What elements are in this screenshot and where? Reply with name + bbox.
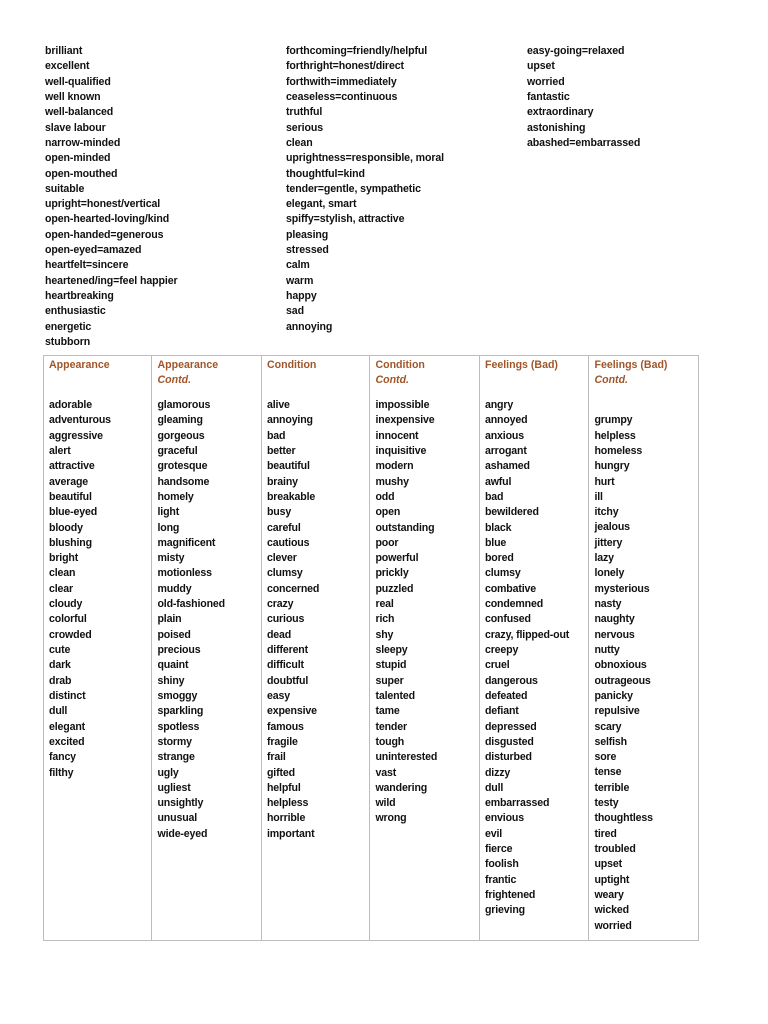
list-item: precious	[157, 644, 201, 656]
list-item: poor	[375, 536, 399, 549]
list-item: fantastic	[527, 90, 570, 103]
list-item: breakable	[266, 490, 316, 503]
list-item: mysterious	[594, 582, 650, 595]
list-item: well-balanced	[45, 106, 114, 119]
list-item: shiny	[157, 674, 185, 687]
list-item: upset	[594, 858, 622, 871]
column-contd: Contd.	[157, 374, 192, 387]
list-item: bad	[266, 429, 286, 442]
list-item: wild	[375, 797, 396, 810]
list-item: tame	[375, 705, 400, 718]
list-item: creepy	[484, 644, 519, 656]
list-item: ill	[594, 490, 603, 503]
list-item: cautious	[266, 536, 310, 549]
list-item: real	[375, 598, 394, 611]
column-title: Appearance	[49, 359, 110, 371]
column-header	[49, 358, 147, 398]
list-item: shy	[375, 628, 394, 641]
list-item: well-qualified	[45, 75, 111, 88]
list-item: dizzy	[484, 766, 511, 779]
list-item: thoughtful=kind	[286, 167, 365, 180]
list-item: worried	[594, 919, 632, 932]
list-item: calm	[286, 259, 310, 272]
list-item: anxious	[484, 429, 524, 442]
list-item: difficult	[266, 659, 304, 672]
column-header	[157, 358, 257, 398]
table-column-condition-contd	[370, 356, 480, 941]
list-item: vast	[375, 766, 397, 779]
list-item: excited	[49, 735, 85, 748]
list-item: ugly	[157, 766, 179, 779]
list-item: warm	[286, 274, 314, 287]
list-item: inexpensive	[375, 414, 435, 427]
list-item: helpful	[266, 781, 301, 794]
list-item: excellent	[45, 60, 90, 73]
list-item: careful	[266, 521, 301, 534]
list-item: pleasing	[286, 228, 329, 241]
list-item: upright=honest/vertical	[45, 198, 161, 211]
list-item: drab	[49, 674, 72, 687]
list-item: puzzled	[375, 582, 414, 595]
list-item: angry	[484, 399, 514, 411]
top-word-list-2	[286, 44, 444, 335]
list-item: confused	[484, 613, 531, 626]
column-header	[267, 358, 365, 398]
column-title: Condition	[375, 359, 425, 371]
list-item: open-minded	[45, 152, 111, 165]
list-item: sore	[594, 751, 617, 764]
list-item: envious	[484, 812, 524, 825]
list-item: worried	[527, 75, 565, 88]
list-item: easy	[266, 689, 290, 702]
list-item: annoyed	[484, 414, 528, 427]
list-item: repulsive	[594, 705, 640, 718]
list-item: itchy	[594, 506, 619, 519]
list-item: tired	[594, 827, 617, 840]
list-item: clean	[286, 136, 313, 149]
list-item: suitable	[45, 182, 85, 195]
list-item: forthwith=immediately	[286, 75, 397, 88]
list-item: condemned	[484, 598, 544, 611]
column-contd: Contd.	[375, 374, 410, 387]
list-item: clear	[49, 582, 73, 595]
list-item: open-hearted-loving/kind	[45, 213, 170, 226]
list-item: slave labour	[45, 121, 106, 134]
list-item: well known	[45, 90, 101, 103]
list-item: awful	[484, 475, 512, 488]
list-item: dangerous	[484, 674, 538, 687]
list-item: distinct	[49, 689, 86, 702]
list-item: uprightness=responsible, moral	[286, 152, 445, 165]
list-item: filthy	[49, 766, 74, 779]
list-item: tender=gentle, sympathetic	[286, 182, 421, 195]
list-item: nervous	[594, 628, 635, 641]
list-item: blue	[484, 536, 507, 549]
list-item: sad	[286, 305, 304, 318]
list-item: unusual	[157, 812, 198, 825]
list-item: talented	[375, 689, 415, 702]
list-item: frantic	[484, 873, 517, 886]
list-item: defiant	[484, 705, 519, 718]
list-item: extraordinary	[527, 106, 594, 119]
list-item: annoying	[266, 414, 313, 427]
list-item: outrageous	[594, 674, 651, 687]
column-header	[485, 358, 585, 398]
top-word-list-3	[527, 44, 640, 151]
list-item: hungry	[594, 460, 630, 473]
list-item: truthful	[286, 106, 323, 119]
list-item: stormy	[157, 735, 192, 748]
list-item: gleaming	[157, 414, 203, 427]
list-item: graceful	[157, 444, 198, 457]
list-item: better	[266, 444, 296, 457]
list-item: upset	[527, 60, 555, 73]
list-item: fancy	[49, 751, 76, 764]
word-list	[49, 398, 147, 781]
list-item: handsome	[157, 475, 210, 488]
list-item: bright	[49, 552, 79, 565]
list-item: cute	[49, 644, 71, 656]
list-item: crowded	[49, 628, 92, 641]
list-item: stressed	[286, 244, 329, 257]
column-header	[594, 358, 694, 398]
list-item: tender	[375, 720, 407, 733]
list-item: wrong	[375, 812, 407, 825]
list-item: glamorous	[157, 399, 211, 411]
list-item: sleepy	[375, 644, 408, 656]
list-item: cruel	[484, 659, 510, 672]
column-title: Condition	[266, 359, 317, 371]
list-item: outstanding	[375, 521, 435, 534]
list-item: scary	[594, 720, 622, 733]
list-item: panicky	[594, 689, 633, 702]
list-item: grieving	[484, 904, 525, 917]
list-item: clumsy	[484, 567, 521, 580]
list-item: brilliant	[45, 45, 83, 57]
list-item: happy	[286, 290, 317, 302]
list-item: attractive	[49, 460, 95, 473]
list-item: embarrassed	[484, 797, 550, 810]
list-item: crazy	[266, 598, 294, 611]
list-item: defeated	[484, 689, 528, 702]
list-item: elegant	[49, 720, 86, 733]
list-item: average	[49, 475, 89, 488]
table-column-feelings-bad-contd	[589, 356, 699, 941]
word-list	[267, 398, 365, 842]
list-item: tense	[594, 766, 622, 779]
list-item: arrogant	[484, 444, 527, 457]
list-item: stubborn	[45, 335, 91, 348]
list-item: powerful	[375, 552, 419, 565]
list-item: concerned	[266, 582, 320, 595]
list-item: hurt	[594, 475, 615, 488]
list-item: obnoxious	[594, 659, 647, 672]
list-item: strange	[157, 751, 195, 764]
list-item: aggressive	[49, 429, 103, 442]
list-item: evil	[484, 827, 503, 840]
list-item: selfish	[594, 735, 627, 748]
list-item: foolish	[484, 858, 519, 871]
list-item: disgusted	[484, 735, 534, 748]
adjective-table	[43, 355, 699, 941]
list-item: homely	[157, 490, 194, 503]
list-item: helpless	[266, 797, 309, 810]
list-item: blushing	[49, 536, 92, 549]
list-item: black	[484, 521, 512, 534]
column-header	[375, 358, 475, 398]
table-column-condition	[261, 356, 369, 941]
list-item: uptight	[594, 873, 630, 886]
list-item: dull	[484, 781, 504, 794]
list-item: frail	[266, 751, 286, 764]
list-item: cloudy	[49, 598, 83, 611]
list-item: mushy	[375, 475, 409, 488]
list-item: bewildered	[484, 506, 539, 519]
word-list	[485, 398, 585, 919]
list-item: depressed	[484, 720, 537, 733]
word-list	[375, 398, 475, 827]
list-item: fierce	[484, 843, 513, 856]
list-item: spotless	[157, 720, 200, 733]
list-item: magnificent	[157, 536, 216, 549]
list-item: nutty	[594, 643, 620, 656]
list-item: narrow-minded	[45, 136, 121, 149]
list-item: bored	[484, 552, 514, 565]
list-item: sparkling	[157, 705, 204, 718]
column-title: Feelings (Bad)	[594, 359, 668, 371]
list-item: rich	[375, 613, 395, 626]
list-item: astonishing	[527, 121, 586, 134]
list-item: long	[157, 521, 180, 534]
list-item: clumsy	[266, 567, 303, 580]
list-item: wicked	[594, 904, 629, 917]
list-item: testy	[594, 797, 619, 810]
list-item: nasty	[594, 598, 622, 611]
list-item: dead	[266, 628, 292, 641]
list-item: heartbreaking	[45, 290, 114, 302]
list-item: super	[375, 674, 404, 687]
list-item: dull	[49, 705, 68, 718]
list-item: gorgeous	[157, 429, 205, 442]
list-item: enthusiastic	[45, 305, 106, 318]
list-item: forthcoming=friendly/helpful	[286, 45, 428, 57]
list-item: different	[266, 644, 309, 656]
list-item: doubtful	[266, 674, 309, 687]
list-item: open-mouthed	[45, 167, 118, 180]
list-item: bad	[484, 490, 504, 503]
list-item: light	[157, 506, 180, 519]
list-item: homeless	[594, 444, 643, 457]
list-item: lonely	[594, 567, 625, 580]
list-item: energetic	[45, 320, 92, 333]
list-item: smoggy	[157, 689, 198, 702]
column-contd: Contd.	[594, 374, 629, 387]
list-item: helpless	[594, 429, 636, 442]
list-item: wide-eyed	[157, 827, 208, 840]
list-item: gifted	[266, 766, 295, 779]
list-item: stupid	[375, 659, 407, 672]
list-item: terrible	[594, 781, 630, 794]
list-item: combative	[484, 582, 537, 595]
list-item: thoughtless	[594, 812, 653, 825]
list-item: famous	[266, 720, 304, 733]
list-item: beautiful	[266, 460, 310, 473]
list-item: expensive	[266, 705, 317, 718]
list-item: naughty	[594, 613, 635, 626]
list-item: motionless	[157, 567, 212, 580]
list-item: open-eyed=amazed	[45, 244, 142, 257]
list-item: jealous	[594, 521, 630, 534]
list-item: innocent	[375, 429, 419, 442]
list-item: bloody	[49, 521, 83, 534]
column-title: Appearance	[157, 359, 219, 371]
word-list	[594, 398, 694, 934]
list-item: old-fashioned	[157, 598, 225, 611]
list-item: odd	[375, 490, 395, 503]
list-item: annoying	[286, 320, 333, 333]
list-item: heartfelt=sincere	[45, 259, 129, 272]
list-item: poised	[157, 628, 191, 641]
list-item: adorable	[49, 399, 92, 411]
list-item: forthright=honest/direct	[286, 60, 404, 73]
list-item: curious	[266, 613, 305, 626]
table-column-appearance	[44, 356, 152, 941]
list-item: open	[375, 506, 401, 519]
list-item: horrible	[266, 812, 306, 825]
list-item: clever	[266, 552, 297, 565]
list-item: lazy	[594, 552, 614, 565]
table-column-feelings-bad	[479, 356, 589, 941]
list-item: busy	[266, 506, 292, 519]
list-item: disturbed	[484, 751, 532, 764]
list-item: modern	[375, 460, 414, 473]
list-item: prickly	[375, 567, 409, 580]
list-item: clean	[49, 567, 76, 580]
list-item: brainy	[266, 475, 298, 488]
list-item: serious	[286, 121, 323, 134]
list-item: weary	[594, 888, 624, 901]
list-item: troubled	[594, 843, 636, 856]
list-item: beautiful	[49, 490, 92, 503]
list-item: uninterested	[375, 751, 438, 764]
list-item: abashed=embarrassed	[527, 136, 641, 149]
list-item: spiffy=stylish, attractive	[286, 213, 405, 226]
list-item: elegant, smart	[286, 198, 357, 211]
list-item: tough	[375, 735, 405, 748]
list-item: plain	[157, 613, 182, 626]
list-item: grotesque	[157, 460, 208, 473]
list-item: open-handed=generous	[45, 228, 164, 241]
list-item: easy-going=relaxed	[527, 45, 625, 57]
table-row	[44, 356, 699, 941]
column-title: Feelings (Bad)	[484, 359, 558, 371]
list-item: grumpy	[594, 414, 633, 427]
list-item: adventurous	[49, 414, 111, 427]
top-word-list-1	[45, 44, 178, 350]
list-item: wandering	[375, 781, 428, 794]
list-item: muddy	[157, 582, 192, 595]
list-item: ugliest	[157, 781, 191, 794]
list-item: fragile	[266, 735, 298, 748]
table-column-appearance-contd	[152, 356, 262, 941]
list-item: quaint	[157, 659, 189, 672]
word-list	[157, 398, 257, 842]
list-item: jittery	[594, 536, 623, 549]
list-item: colorful	[49, 613, 87, 626]
list-item: crazy, flipped-out	[484, 628, 570, 641]
list-item: inquisitive	[375, 444, 427, 457]
list-item: unsightly	[157, 797, 204, 810]
list-item: ceaseless=continuous	[286, 90, 398, 103]
list-item: impossible	[375, 399, 430, 411]
list-item: blue-eyed	[49, 506, 98, 519]
list-item: heartened/ing=feel happier	[45, 274, 178, 287]
list-item: important	[266, 827, 315, 840]
list-item: alive	[266, 399, 290, 411]
list-item: alert	[49, 444, 71, 457]
list-item: ashamed	[484, 460, 530, 473]
list-item: frightened	[484, 889, 536, 901]
list-item: dark	[49, 659, 71, 672]
list-item: misty	[157, 552, 185, 565]
